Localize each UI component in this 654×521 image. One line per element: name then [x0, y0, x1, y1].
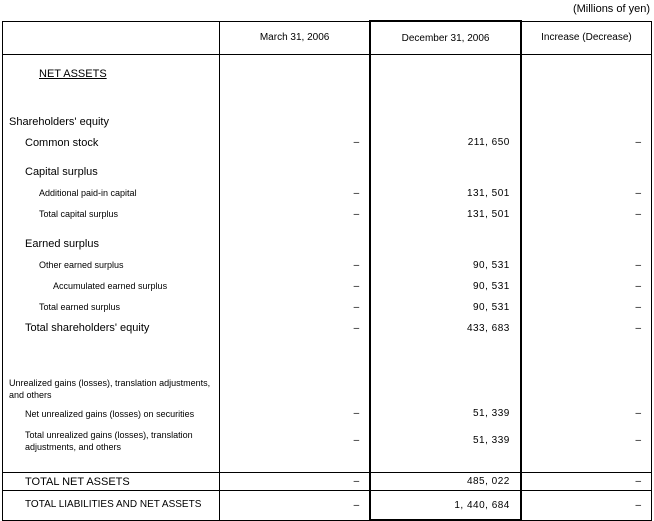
table-row [3, 365, 652, 401]
table-row: Accumulated earned surplus – 90, 531 – [3, 276, 652, 297]
row-label: Shareholders' equity [3, 111, 220, 133]
section-heading: NET ASSETS [39, 67, 107, 80]
row-label: Additional paid-in capital [3, 183, 220, 204]
row-label: Accumulated earned surplus [3, 276, 220, 297]
row-label: Other earned surplus [3, 255, 220, 276]
header-label-cell [3, 21, 220, 55]
row-label: Common stock [3, 133, 220, 153]
row-label: Total shareholders' equity [3, 318, 220, 339]
table-row: Common stock – 211, 650 – [3, 133, 652, 153]
table-row: Total capital surplus – 131, 501 – [3, 204, 652, 225]
table-row: Other earned surplus – 90, 531 – [3, 255, 652, 276]
row-label: Unrealized gains (losses), translation adjustments, and others [3, 365, 220, 401]
table-row [3, 161, 652, 183]
header-row [3, 21, 652, 55]
row-label: TOTAL NET ASSETS [3, 473, 220, 491]
row-label: Total capital surplus [3, 204, 220, 225]
row-label: Total earned surplus [3, 297, 220, 318]
table-row: Total earned surplus – 90, 531 – [3, 297, 652, 318]
balance-sheet-table [2, 20, 652, 521]
table-row [3, 111, 652, 133]
header-change: Increase (Decrease) [521, 21, 652, 55]
table-row [3, 55, 652, 93]
table-row: Total unrealized gains (losses), translation adjustments, and others – 51, 339 – [3, 427, 652, 455]
row-label: Net unrealized gains (losses) on securities [3, 401, 220, 427]
table-row-total-net-assets: TOTAL NET ASSETS – 485, 022 – [3, 473, 652, 491]
table-row: Total shareholders' equity – 433, 683 – [3, 318, 652, 339]
table-row: Additional paid-in capital – 131, 501 – [3, 183, 652, 204]
row-label: Total unrealized gains (losses), translation adjustments, and others [3, 427, 220, 455]
row-label: Capital surplus [3, 161, 220, 183]
table-row: Net unrealized gains (losses) on securities – 51, 339 – [3, 401, 652, 427]
header-march: March 31, 2006 [220, 21, 371, 55]
header-december: December 31, 2006 [370, 21, 521, 55]
row-label: Earned surplus [3, 233, 220, 255]
table-row-total-liabilities: TOTAL LIABILITIES AND NET ASSETS – 1, 440, 684 – [3, 491, 652, 521]
table-row [3, 233, 652, 255]
row-label: TOTAL LIABILITIES AND NET ASSETS [3, 491, 220, 521]
unit-note: (Millions of yen) [572, 3, 650, 15]
